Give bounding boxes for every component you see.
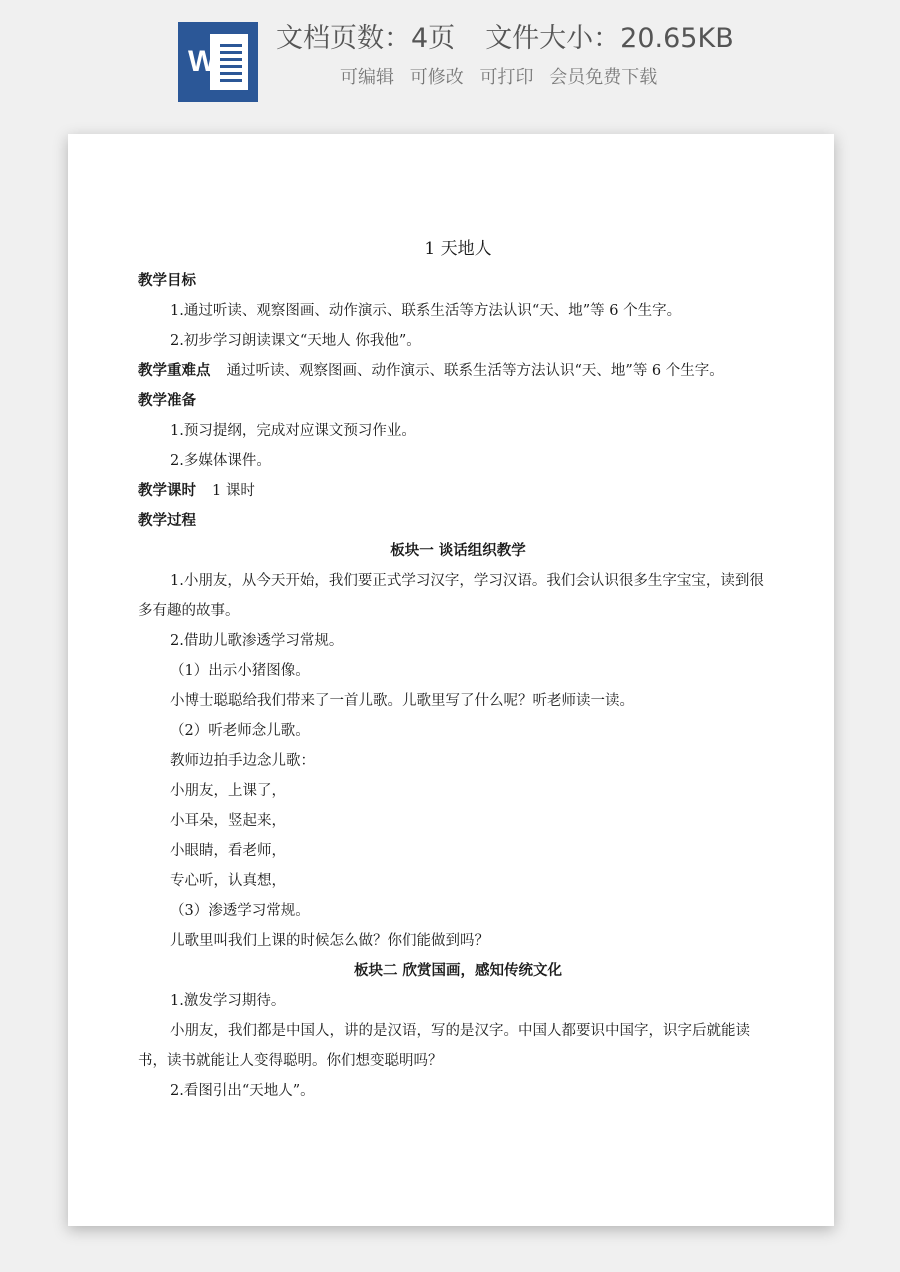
block-2-title: 板块二 欣赏国画，感知传统文化 bbox=[353, 962, 563, 979]
file-size-label: 文件大小：20.65KB bbox=[485, 23, 734, 54]
paragraph: 2.借助儿歌渗透学习常规。 bbox=[170, 633, 344, 649]
section-heading-process: 教学过程 bbox=[138, 512, 196, 529]
file-meta-line bbox=[276, 20, 734, 58]
key-points-line bbox=[138, 356, 778, 386]
rhyme-line: 小耳朵，竖起来， bbox=[170, 813, 286, 829]
document-page bbox=[68, 134, 834, 1226]
paragraph: （1）出示小猪图像。 bbox=[170, 663, 310, 679]
word-icon-letter: W bbox=[188, 45, 217, 78]
download-info-header bbox=[0, 0, 900, 120]
section-heading-goals: 教学目标 bbox=[138, 272, 196, 289]
rhyme-line: 小朋友，上课了， bbox=[170, 783, 286, 799]
paragraph: 小朋友，我们都是中国人，讲的是汉语，写的是汉字。中国人都要识中国字，识字后就能读书，读书就能让人变得聪明。你们想变聪明吗？ bbox=[138, 1023, 750, 1069]
feature-printable: 可打印 bbox=[479, 67, 534, 88]
rhyme-line: 小眼睛，看老师， bbox=[170, 843, 286, 859]
prep-item-1: 1.预习提纲，完成对应课文预习作业。 bbox=[170, 423, 416, 439]
paragraph: （2）听老师念儿歌。 bbox=[170, 723, 310, 739]
block-1-title: 板块一 谈话组织教学 bbox=[390, 542, 526, 559]
paragraph: 2.看图引出“天地人”。 bbox=[170, 1083, 315, 1099]
feature-member-download: 会员免费下载 bbox=[549, 67, 658, 88]
document-title: 1 天地人 bbox=[424, 239, 492, 259]
feature-list bbox=[340, 64, 657, 92]
class-hours-text: 1 课时 bbox=[212, 483, 255, 499]
key-points-text: 通过听读、观察图画、动作演示、联系生活等方法认识“天、地”等 6 个生字。 bbox=[226, 363, 724, 379]
class-hours-line bbox=[138, 476, 778, 506]
section-heading-key-points: 教学重难点 bbox=[138, 362, 211, 379]
paragraph: 儿歌里叫我们上课的时候怎么做？你们能做到吗？ bbox=[170, 933, 489, 949]
paragraph: （3）渗透学习常规。 bbox=[170, 903, 310, 919]
paragraph: 小博士聪聪给我们带来了一首儿歌。儿歌里写了什么呢？听老师读一读。 bbox=[170, 693, 634, 709]
feature-editable: 可编辑 bbox=[340, 67, 394, 88]
word-document-icon bbox=[178, 22, 258, 102]
goal-item-1: 1.通过听读、观察图画、动作演示、联系生活等方法认识“天、地”等 6 个生字。 bbox=[170, 303, 682, 319]
paragraph: 教师边拍手边念儿歌： bbox=[170, 753, 315, 769]
rhyme-line: 专心听，认真想， bbox=[170, 873, 286, 889]
section-heading-preparation: 教学准备 bbox=[138, 392, 196, 409]
paragraph: 1.激发学习期待。 bbox=[170, 993, 286, 1009]
page-count-label: 文档页数：4页 bbox=[276, 23, 456, 54]
goal-item-2: 2.初步学习朗读课文“天地人 你我他”。 bbox=[170, 333, 421, 349]
prep-item-2: 2.多媒体课件。 bbox=[170, 453, 271, 469]
document-body bbox=[138, 232, 778, 1106]
paragraph: 1.小朋友，从今天开始，我们要正式学习汉字，学习汉语。我们会认识很多生字宝宝，读到很多有趣的故事。 bbox=[138, 573, 764, 619]
feature-modifiable: 可修改 bbox=[409, 67, 464, 88]
section-heading-class-hours: 教学课时 bbox=[138, 482, 196, 499]
